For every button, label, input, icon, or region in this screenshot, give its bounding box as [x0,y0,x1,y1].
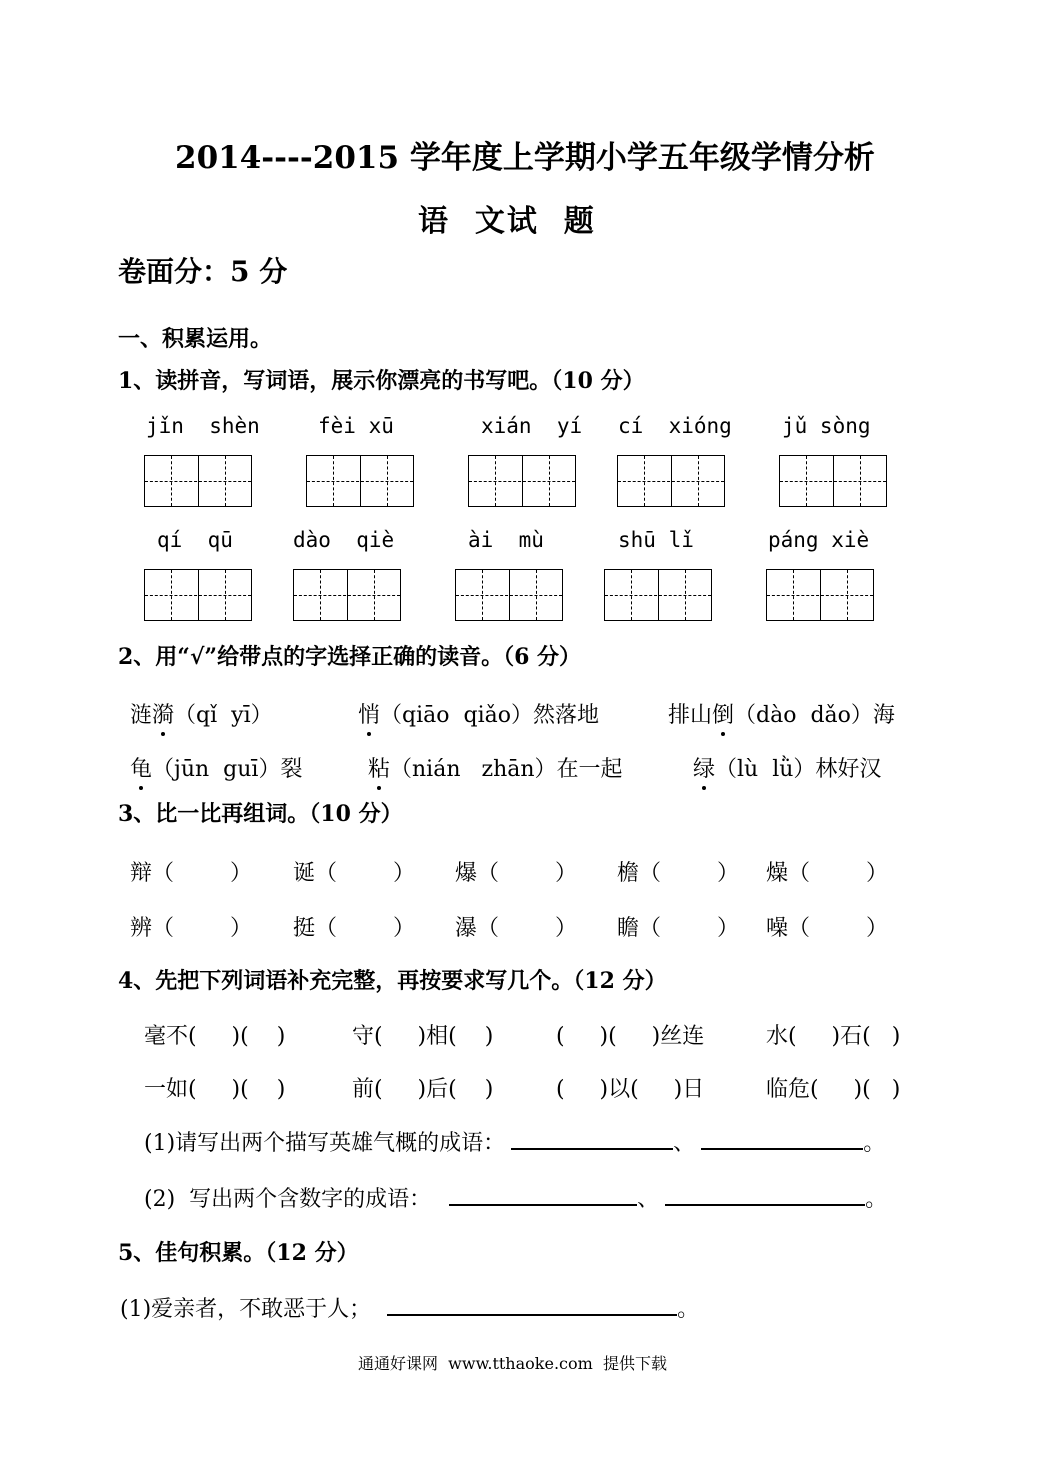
question-5-heading: 5、佳句积累。（12 分） [118,1240,359,1266]
score-note: 卷面分：5 分 [118,255,288,288]
pinyin-label: shū lǐ [618,528,694,552]
answer-line[interactable] [449,1184,637,1206]
writing-grid[interactable] [144,569,252,621]
answer-line[interactable] [387,1294,677,1316]
pinyin-label: cí xióng [618,414,732,438]
writing-grid[interactable] [455,569,563,621]
idiom-blank[interactable]: 临危( )( ) [766,1077,901,1102]
idiom-blank[interactable]: 一如( )( ) [144,1077,286,1102]
writing-grid[interactable] [766,569,874,621]
page-footer: 通通好课网 www.tthaoke.com 提供下载 [358,1354,667,1373]
word-blank[interactable]: 檐（ ） [617,861,739,886]
answer-line[interactable] [665,1184,865,1206]
reading-item: 悄（qiāo qiǎo）然落地 [358,703,599,728]
idiom-blank[interactable]: 守( )相( ) [352,1024,494,1049]
pinyin-label: fèi xū [318,414,394,438]
page-title: 2014----2015 学年度上学期小学五年级学情分析 [175,140,875,176]
sub-question: (2) 写出两个含数字的成语： 、 。 [144,1182,887,1213]
reading-item: 涟漪（qǐ yī） [130,703,273,728]
reading-item: 粘（nián zhān）在一起 [368,757,623,782]
pinyin-label: xián yí [481,414,583,438]
writing-grid[interactable] [779,455,887,507]
idiom-blank[interactable]: ( )以( )日 [556,1077,705,1102]
idiom-blank[interactable]: 前( )后( ) [352,1077,494,1102]
question-3-heading: 3、比一比再组词。（10 分） [118,801,403,827]
word-blank[interactable]: 瀑（ ） [455,916,577,941]
idiom-blank[interactable]: 水( )石( ) [766,1024,901,1049]
question-4-heading: 4、先把下列词语补充完整，再按要求写几个。（12 分） [118,968,667,994]
dotted-character: 龟 [130,757,153,782]
pinyin-label: qí qū [157,528,233,552]
idiom-blank[interactable]: 毫不( )( ) [144,1024,286,1049]
word-blank[interactable]: 噪（ ） [766,916,888,941]
word-blank[interactable]: 挺（ ） [293,916,415,941]
idiom-blank[interactable]: ( )( )丝连 [556,1024,705,1049]
dotted-character: 粘 [368,757,391,782]
reading-item: 绿（lù lǜ）林好汉 [693,757,882,782]
pinyin-label: ài mù [468,528,544,552]
pinyin-label: páng xiè [768,528,870,552]
subject-title: 语 文试 题 [418,204,596,239]
question-2-heading: 2、用“√”给带点的字选择正确的读音。（6 分） [118,644,582,670]
reading-item: 龟（jūn guī）裂 [130,757,303,782]
dotted-character: 倒 [712,703,735,728]
dotted-character: 漪 [152,703,175,728]
writing-grid[interactable] [468,455,576,507]
dotted-character: 悄 [358,703,381,728]
answer-line[interactable] [701,1128,863,1150]
word-blank[interactable]: 燥（ ） [766,861,888,886]
pinyin-label: jǔ sòng [782,414,871,438]
sentence-item: (1)爱亲者，不敢恶于人； 。 [120,1292,699,1323]
reading-item: 排山倒（dào dǎo）海 [668,703,895,728]
section-heading: 一、积累运用。 [118,326,273,352]
writing-grid[interactable] [604,569,712,621]
pinyin-label: dào qiè [293,528,395,552]
writing-grid[interactable] [144,455,252,507]
writing-grid[interactable] [293,569,401,621]
word-blank[interactable]: 诞（ ） [293,861,415,886]
question-1-heading: 1、读拼音，写词语，展示你漂亮的书写吧。（10 分） [118,368,645,394]
word-blank[interactable]: 瞻（ ） [617,916,739,941]
word-blank[interactable]: 爆（ ） [455,861,577,886]
dotted-character: 绿 [693,757,716,782]
writing-grid[interactable] [617,455,725,507]
pinyin-label: jǐn shèn [146,414,260,438]
sub-question: (1)请写出两个描写英雄气概的成语： 、 。 [144,1126,885,1157]
word-blank[interactable]: 辩（ ） [130,861,252,886]
answer-line[interactable] [511,1128,673,1150]
word-blank[interactable]: 辨（ ） [130,916,252,941]
writing-grid[interactable] [306,455,414,507]
